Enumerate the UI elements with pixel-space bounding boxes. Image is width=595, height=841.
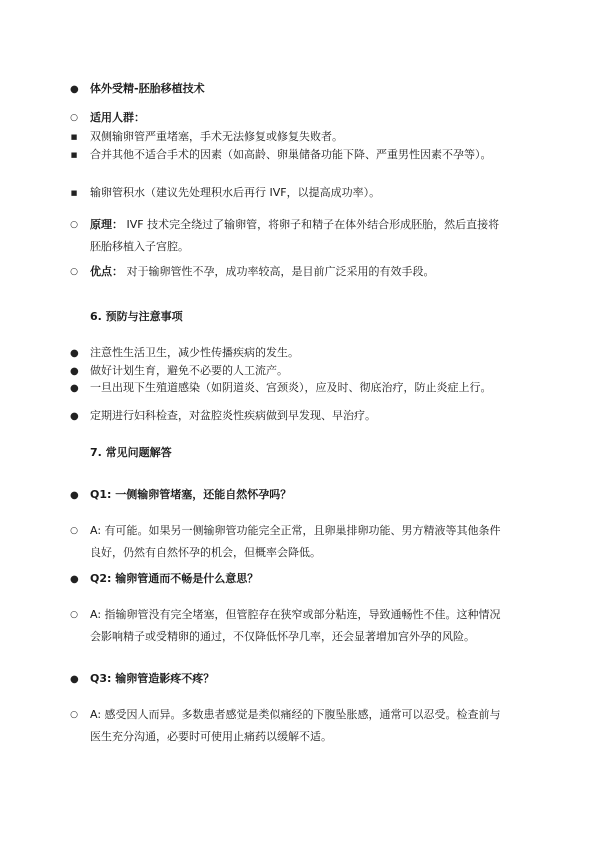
circle-bullet-icon: ○: [70, 710, 78, 720]
prevention-item-2: 做好计划生育，避免不必要的人工流产。: [90, 364, 288, 377]
principle-label: 原理：: [90, 218, 123, 231]
circle-bullet-icon: ○: [70, 610, 78, 620]
disc-bullet-icon: ●: [70, 366, 79, 377]
suitable-item-2: 合并其他不适合手术的因素（如高龄、卵巢储备功能下降、严重男性因素不孕等）。: [90, 148, 492, 161]
suitable-label: 适用人群：: [90, 111, 145, 124]
square-bullet-icon: ■: [70, 189, 78, 197]
faq-q2: Q2: 输卵管通而不畅是什么意思？: [90, 572, 259, 585]
advantage-paragraph: [90, 261, 508, 283]
suitable-item-3: 输卵管积水（建议先处理积水后再行 IVF，以提高成功率）。: [90, 186, 381, 199]
prevention-item-1: 注意性生活卫生，减少性传播疾病的发生。: [90, 346, 299, 359]
principle-text: IVF 技术完全绕过了输卵管，将卵子和精子在体外结合形成胚胎，然后直接将胚胎移植入子宫腔。: [90, 218, 500, 253]
faq-q3: Q3: 输卵管造影疼不疼？: [90, 672, 215, 685]
disc-bullet-icon: ●: [70, 383, 79, 394]
disc-bullet-icon: ●: [70, 490, 79, 501]
advantage-text: 对于输卵管性不孕，成功率较高，是目前广泛采用的有效手段。: [126, 265, 435, 278]
circle-bullet-icon: ○: [70, 113, 78, 123]
ivf-title: 体外受精-胚胎移植技术: [90, 82, 205, 95]
square-bullet-icon: ■: [70, 151, 78, 159]
disc-bullet-icon: ●: [70, 674, 79, 685]
disc-bullet-icon: ●: [70, 348, 79, 359]
suitable-item-1: 双侧输卵管严重堵塞，手术无法修复或修复失败者。: [90, 130, 343, 143]
section-6-heading: 6. 预防与注意事项: [90, 310, 183, 323]
section-7-heading: 7. 常见问题解答: [90, 446, 172, 459]
faq-a1: A: 有可能。如果另一侧输卵管功能完全正常，且卵巢排卵功能、男方精液等其他条件良好，仍然有自然怀孕的机会，但概率会降低。: [90, 524, 501, 559]
prevention-item-3: 一旦出现下生殖道感染（如阴道炎、宫颈炎），应及时、彻底治疗，防止炎症上行。: [90, 381, 492, 394]
disc-bullet-icon: ●: [70, 411, 79, 422]
circle-bullet-icon: ○: [70, 220, 78, 230]
square-bullet-icon: ■: [70, 133, 78, 141]
faq-a2: A: 指输卵管没有完全堵塞，但管腔存在狭窄或部分粘连，导致通畅性不佳。这种情况会影响精子或受精卵的通过，不仅降低怀孕几率，还会显著增加宫外孕的风险。: [90, 608, 501, 643]
faq-a3: A: 感受因人而异。多数患者感觉是类似痛经的下腹坠胀感，通常可以忍受。检查前与医生充分沟通，必要时可使用止痛药以缓解不适。: [90, 708, 501, 743]
prevention-item-4: 定期进行妇科检查，对盆腔炎性疾病做到早发现、早治疗。: [90, 409, 376, 422]
disc-bullet-icon: ●: [70, 574, 79, 585]
principle-paragraph: [90, 214, 508, 258]
circle-bullet-icon: ○: [70, 526, 78, 536]
advantage-label: 优点：: [90, 265, 123, 278]
disc-bullet-icon: ●: [70, 84, 79, 95]
circle-bullet-icon: ○: [70, 267, 78, 277]
faq-q1: Q1: 一侧输卵管堵塞，还能自然怀孕吗？: [90, 488, 292, 501]
